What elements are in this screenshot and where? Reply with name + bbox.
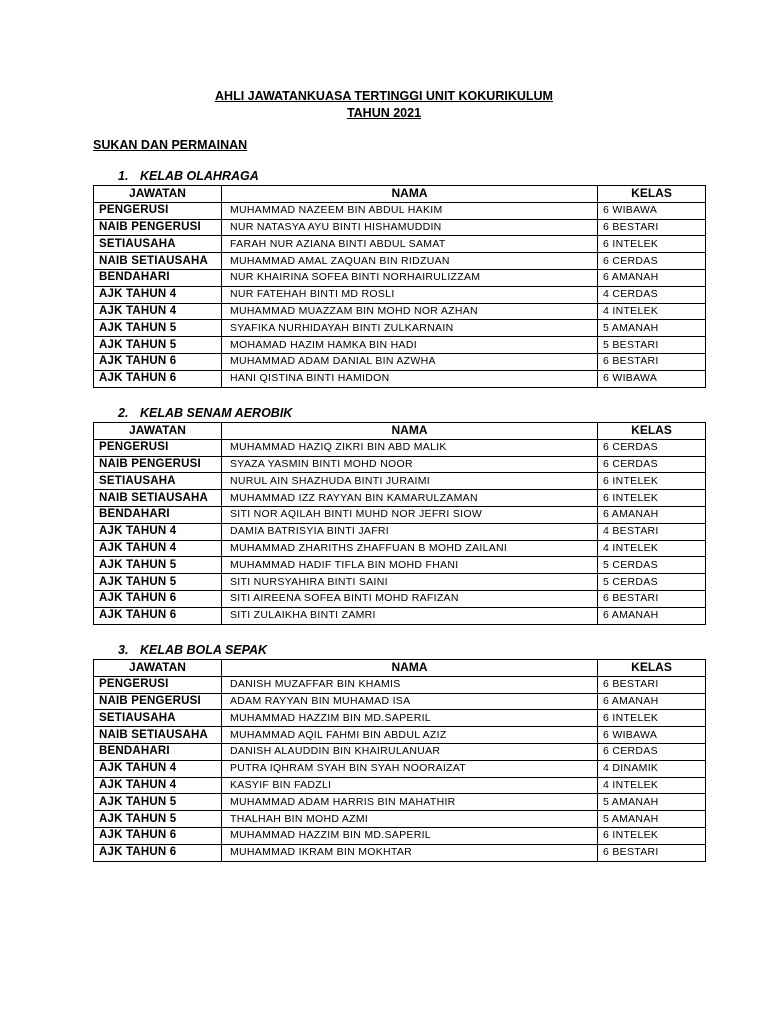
table-row: [94, 607, 706, 624]
column-header-jawatan: JAWATAN: [94, 423, 222, 440]
name-cell: DANISH MUZAFFAR BIN KHAMIS: [222, 676, 598, 693]
class-cell: 5 AMANAH: [598, 811, 706, 828]
column-header-jawatan: JAWATAN: [94, 660, 222, 677]
table-row: [94, 202, 706, 219]
document-year: TAHUN 2021: [346, 106, 422, 120]
class-cell: 4 CERDAS: [598, 286, 706, 303]
club-heading: [118, 406, 292, 420]
position-cell: AJK TAHUN 4: [94, 523, 222, 540]
club-name: KELAB BOLA SEPAK: [140, 643, 268, 657]
table-row: [94, 590, 706, 607]
class-cell: 5 AMANAH: [598, 794, 706, 811]
class-cell: 6 INTELEK: [598, 827, 706, 844]
position-cell: NAIB PENGERUSI: [94, 693, 222, 710]
name-cell: KASYIF BIN FADZLI: [222, 777, 598, 794]
document-title: AHLI JAWATANKUASA TERTINGGI UNIT KOKURIKULUM: [215, 89, 553, 103]
table-row: [94, 490, 706, 507]
club-heading: [118, 643, 267, 657]
club-table: [93, 659, 706, 862]
column-header-nama: NAMA: [222, 423, 598, 440]
position-cell: SETIAUSAHA: [94, 710, 222, 727]
position-cell: AJK TAHUN 4: [94, 760, 222, 777]
name-cell: MUHAMMAD ADAM DANIAL BIN AZWHA: [222, 353, 598, 370]
name-cell: PUTRA IQHRAM SYAH BIN SYAH NOORAIZAT: [222, 760, 598, 777]
table-row: [94, 320, 706, 337]
position-cell: SETIAUSAHA: [94, 473, 222, 490]
class-cell: 6 BESTARI: [598, 676, 706, 693]
club-heading: [118, 169, 259, 183]
class-cell: 6 BESTARI: [598, 353, 706, 370]
class-cell: 5 AMANAH: [598, 320, 706, 337]
table-row: [94, 777, 706, 794]
table-row: [94, 523, 706, 540]
name-cell: SITI ZULAIKHA BINTI ZAMRI: [222, 607, 598, 624]
class-cell: 6 CERDAS: [598, 743, 706, 760]
name-cell: NURUL AIN SHAZHUDA BINTI JURAIMI: [222, 473, 598, 490]
position-cell: NAIB SETIAUSAHA: [94, 727, 222, 744]
table-row: [94, 540, 706, 557]
name-cell: SYAZA YASMIN BINTI MOHD NOOR: [222, 456, 598, 473]
position-cell: AJK TAHUN 5: [94, 337, 222, 354]
position-cell: PENGERUSI: [94, 202, 222, 219]
class-cell: 5 BESTARI: [598, 337, 706, 354]
table-row: [94, 337, 706, 354]
club-name: KELAB OLAHRAGA: [140, 169, 259, 183]
name-cell: NUR KHAIRINA SOFEA BINTI NORHAIRULIZZAM: [222, 269, 598, 286]
table-row: [94, 676, 706, 693]
class-cell: 6 WIBAWA: [598, 727, 706, 744]
table-row: [94, 303, 706, 320]
class-cell: 6 BESTARI: [598, 844, 706, 861]
position-cell: BENDAHARI: [94, 506, 222, 523]
name-cell: MUHAMMAD HAZIQ ZIKRI BIN ABD MALIK: [222, 439, 598, 456]
club-number: 2.: [118, 406, 129, 420]
class-cell: 4 INTELEK: [598, 303, 706, 320]
club-table: [93, 185, 706, 388]
name-cell: SITI AIREENA SOFEA BINTI MOHD RAFIZAN: [222, 590, 598, 607]
class-cell: 5 CERDAS: [598, 557, 706, 574]
position-cell: AJK TAHUN 5: [94, 574, 222, 591]
position-cell: AJK TAHUN 4: [94, 303, 222, 320]
table-row: [94, 269, 706, 286]
table-header-row: [94, 186, 706, 203]
class-cell: 4 BESTARI: [598, 523, 706, 540]
position-cell: AJK TAHUN 6: [94, 353, 222, 370]
name-cell: SITI NURSYAHIRA BINTI SAINI: [222, 574, 598, 591]
name-cell: MUHAMMAD ZHARITHS ZHAFFUAN B MOHD ZAILANI: [222, 540, 598, 557]
table-row: [94, 574, 706, 591]
table-row: [94, 557, 706, 574]
table-row: [94, 794, 706, 811]
position-cell: AJK TAHUN 6: [94, 827, 222, 844]
table-row: [94, 456, 706, 473]
name-cell: NUR FATEHAH BINTI MD ROSLI: [222, 286, 598, 303]
column-header-nama: NAMA: [222, 660, 598, 677]
position-cell: NAIB PENGERUSI: [94, 219, 222, 236]
table-row: [94, 760, 706, 777]
table-header-row: [94, 660, 706, 677]
class-cell: 4 INTELEK: [598, 777, 706, 794]
name-cell: ADAM RAYYAN BIN MUHAMAD ISA: [222, 693, 598, 710]
column-header-kelas: KELAS: [598, 186, 706, 203]
table-row: [94, 693, 706, 710]
table-row: [94, 844, 706, 861]
class-cell: 6 WIBAWA: [598, 202, 706, 219]
name-cell: MUHAMMAD MUAZZAM BIN MOHD NOR AZHAN: [222, 303, 598, 320]
position-cell: AJK TAHUN 6: [94, 844, 222, 861]
table-row: [94, 253, 706, 270]
name-cell: MUHAMMAD IZZ RAYYAN BIN KAMARULZAMAN: [222, 490, 598, 507]
position-cell: NAIB SETIAUSAHA: [94, 253, 222, 270]
club-number: 3.: [118, 643, 129, 657]
table-row: [94, 236, 706, 253]
table-row: [94, 353, 706, 370]
class-cell: 4 DINAMIK: [598, 760, 706, 777]
class-cell: 6 BESTARI: [598, 590, 706, 607]
table-row: [94, 219, 706, 236]
club-number: 1.: [118, 169, 129, 183]
table-row: [94, 743, 706, 760]
column-header-jawatan: JAWATAN: [94, 186, 222, 203]
position-cell: AJK TAHUN 4: [94, 286, 222, 303]
table-row: [94, 370, 706, 387]
name-cell: SYAFIKA NURHIDAYAH BINTI ZULKARNAIN: [222, 320, 598, 337]
position-cell: PENGERUSI: [94, 439, 222, 456]
name-cell: NUR NATASYA AYU BINTI HISHAMUDDIN: [222, 219, 598, 236]
table-row: [94, 811, 706, 828]
class-cell: 5 CERDAS: [598, 574, 706, 591]
name-cell: HANI QISTINA BINTI HAMIDON: [222, 370, 598, 387]
table-row: [94, 727, 706, 744]
class-cell: 6 WIBAWA: [598, 370, 706, 387]
position-cell: BENDAHARI: [94, 269, 222, 286]
name-cell: MUHAMMAD NAZEEM BIN ABDUL HAKIM: [222, 202, 598, 219]
class-cell: 6 INTELEK: [598, 473, 706, 490]
position-cell: AJK TAHUN 4: [94, 540, 222, 557]
class-cell: 6 CERDAS: [598, 253, 706, 270]
class-cell: 6 INTELEK: [598, 490, 706, 507]
position-cell: SETIAUSAHA: [94, 236, 222, 253]
class-cell: 6 CERDAS: [598, 439, 706, 456]
table-header-row: [94, 423, 706, 440]
class-cell: 6 AMANAH: [598, 269, 706, 286]
class-cell: 6 AMANAH: [598, 607, 706, 624]
table-row: [94, 473, 706, 490]
name-cell: SITI NOR AQILAH BINTI MUHD NOR JEFRI SIOW: [222, 506, 598, 523]
column-header-kelas: KELAS: [598, 660, 706, 677]
column-header-nama: NAMA: [222, 186, 598, 203]
position-cell: AJK TAHUN 5: [94, 794, 222, 811]
column-header-kelas: KELAS: [598, 423, 706, 440]
position-cell: AJK TAHUN 4: [94, 777, 222, 794]
name-cell: MUHAMMAD IKRAM BIN MOKHTAR: [222, 844, 598, 861]
position-cell: PENGERUSI: [94, 676, 222, 693]
position-cell: AJK TAHUN 5: [94, 557, 222, 574]
position-cell: AJK TAHUN 6: [94, 607, 222, 624]
name-cell: MUHAMMAD HAZZIM BIN MD.SAPERIL: [222, 827, 598, 844]
table-row: [94, 439, 706, 456]
position-cell: AJK TAHUN 5: [94, 320, 222, 337]
name-cell: DAMIA BATRISYIA BINTI JAFRI: [222, 523, 598, 540]
name-cell: MUHAMMAD AQIL FAHMI BIN ABDUL AZIZ: [222, 727, 598, 744]
club-name: KELAB SENAM AEROBIK: [140, 406, 293, 420]
table-row: [94, 710, 706, 727]
name-cell: MUHAMMAD ADAM HARRIS BIN MAHATHIR: [222, 794, 598, 811]
class-cell: 6 AMANAH: [598, 693, 706, 710]
position-cell: NAIB SETIAUSAHA: [94, 490, 222, 507]
class-cell: 6 BESTARI: [598, 219, 706, 236]
position-cell: AJK TAHUN 5: [94, 811, 222, 828]
table-row: [94, 506, 706, 523]
club-table: [93, 422, 706, 625]
position-cell: NAIB PENGERUSI: [94, 456, 222, 473]
position-cell: AJK TAHUN 6: [94, 590, 222, 607]
name-cell: FARAH NUR AZIANA BINTI ABDUL SAMAT: [222, 236, 598, 253]
class-cell: 6 AMANAH: [598, 506, 706, 523]
position-cell: BENDAHARI: [94, 743, 222, 760]
name-cell: DANISH ALAUDDIN BIN KHAIRULANUAR: [222, 743, 598, 760]
name-cell: MUHAMMAD AMAL ZAQUAN BIN RIDZUAN: [222, 253, 598, 270]
table-row: [94, 827, 706, 844]
section-heading: SUKAN DAN PERMAINAN: [93, 138, 248, 152]
class-cell: 6 CERDAS: [598, 456, 706, 473]
class-cell: 6 INTELEK: [598, 710, 706, 727]
name-cell: THALHAH BIN MOHD AZMI: [222, 811, 598, 828]
class-cell: 4 INTELEK: [598, 540, 706, 557]
name-cell: MUHAMMAD HADIF TIFLA BIN MOHD FHANI: [222, 557, 598, 574]
class-cell: 6 INTELEK: [598, 236, 706, 253]
name-cell: MUHAMMAD HAZZIM BIN MD.SAPERIL: [222, 710, 598, 727]
name-cell: MOHAMAD HAZIM HAMKA BIN HADI: [222, 337, 598, 354]
table-row: [94, 286, 706, 303]
position-cell: AJK TAHUN 6: [94, 370, 222, 387]
